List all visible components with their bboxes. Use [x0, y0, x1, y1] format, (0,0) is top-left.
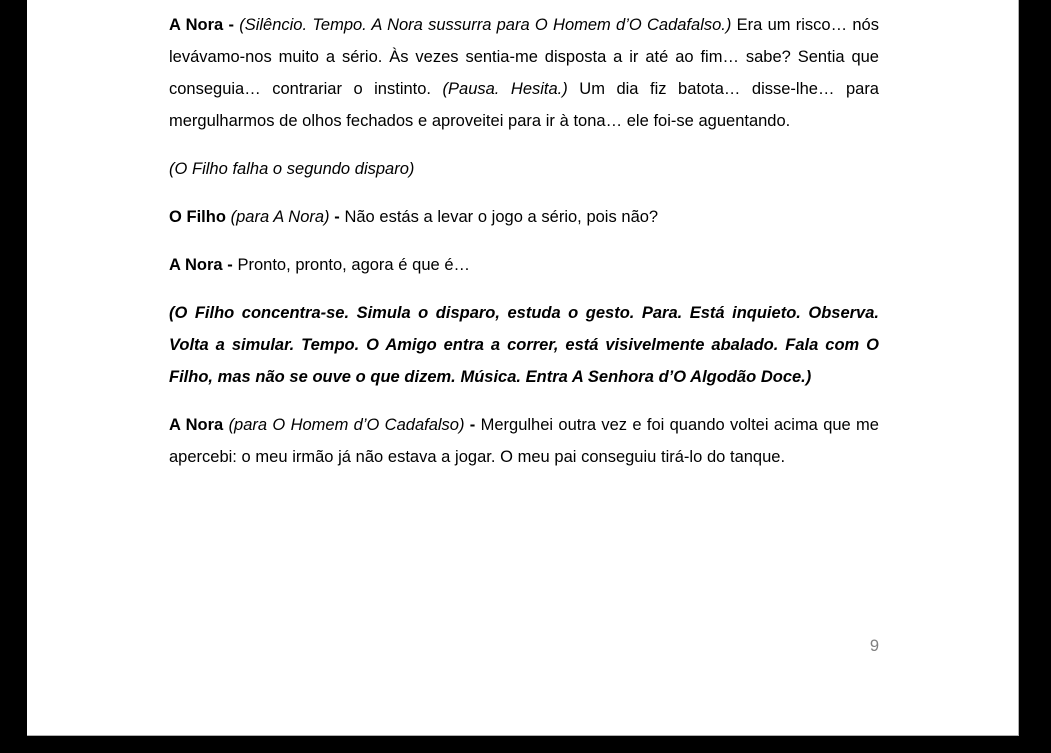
speaker-label: A Nora	[169, 16, 224, 34]
stage-direction-paragraph-1	[169, 153, 879, 185]
stage-direction-inline-2: (Pausa. Hesita.)	[442, 80, 568, 98]
dialogue-paragraph-o-filho	[169, 201, 879, 233]
dialogue-body: Mergulhei outra vez e foi quando voltei acima que me apercebi: o meu irmão já não estava a jogar. O meu pai conseguiu tirá-lo do tanque.	[169, 416, 879, 466]
dialogue-paragraph-a-nora-2	[169, 249, 879, 281]
document-page	[27, 0, 1019, 736]
speaker-dash: -	[222, 256, 238, 274]
dialogue-body: Era um risco… nós levávamo-nos muito a sério. Às vezes sentia-me disposta a ir até ao fim… sabe? Sentia que conseguia… contrariar o instinto.	[169, 16, 879, 98]
stage-direction-inline: (Silêncio. Tempo. A Nora sussurra para O Homem d’O Cadafalso.)	[239, 16, 732, 34]
dialogue-body: Pronto, pronto, agora é que é…	[237, 256, 471, 274]
speaker-label: A Nora	[169, 256, 223, 274]
stage-direction-inline: (para O Homem d’O Cadafalso)	[223, 416, 465, 434]
speaker-dash: -	[329, 208, 345, 226]
speaker-dash: -	[464, 416, 481, 434]
dialogue-paragraph-a-nora-3	[169, 409, 879, 473]
dialogue-paragraph-a-nora-1	[169, 9, 879, 137]
page-number: 9	[869, 637, 879, 655]
speaker-label: O Filho	[169, 208, 226, 226]
speaker-label: A Nora	[169, 416, 224, 434]
stage-direction-inline: (para A Nora)	[225, 208, 330, 226]
dialogue-body-2: Um dia fiz batota… disse-lhe… para mergulharmos de olhos fechados e aproveitei para ir à tona… ele foi-se aguentando.	[169, 80, 879, 130]
document-text-column	[169, 0, 879, 655]
dialogue-body: Não estás a levar o jogo a sério, pois não?	[344, 208, 659, 226]
speaker-dash: -	[223, 16, 240, 34]
stage-direction-text: (O Filho falha o segundo disparo)	[169, 160, 415, 178]
stage-direction-paragraph-2: (O Filho concentra-se. Simula o disparo, estuda o gesto. Para. Está inquieto. Observa. Volta a simular. Tempo. O Amigo entra a correr, está visivelmente abalado. Fala com O Filho, mas não se ouve o que dizem. Música. Entra A Senhora d’O Algodão Doce.)	[169, 304, 879, 386]
